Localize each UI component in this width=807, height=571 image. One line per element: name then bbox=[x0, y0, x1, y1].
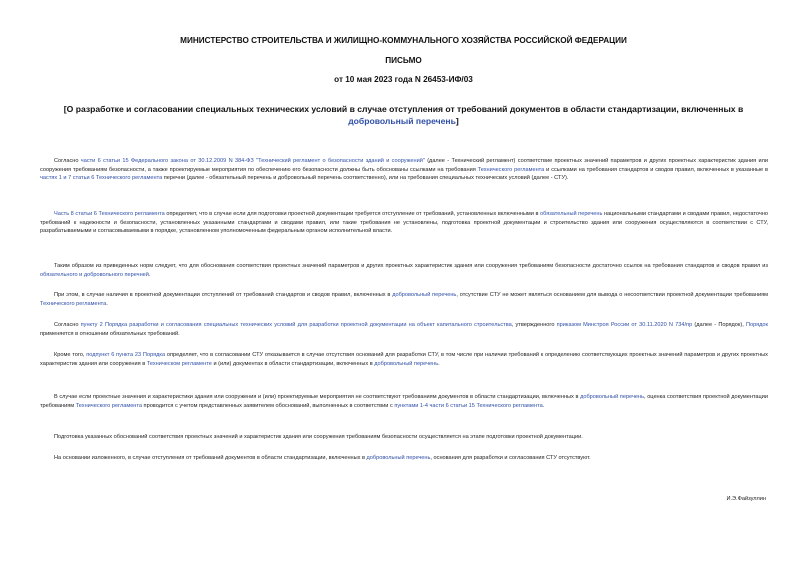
signature: И.Э.Файзуллин bbox=[726, 496, 766, 502]
subject-link-voluntary-list[interactable]: добровольный перечень bbox=[348, 116, 456, 126]
text: , утвержденного bbox=[511, 322, 557, 328]
link-part-8-art-6[interactable]: Часть 8 статьи 6 Технического регламента bbox=[54, 211, 165, 217]
text: определяет, что в согласовании СТУ отказывается в случае отсутствия оснований для разработки СТУ, в том числе при наличии требований к определению соответствующих проектных значений параметров и других проектных характеристик здания или сооружения в bbox=[40, 352, 768, 367]
text: . bbox=[438, 360, 440, 367]
text: Согласно bbox=[54, 322, 81, 328]
text: Таким образом из приведенных норм следует, что для обоснования соответствия проектных значений параметров и других проектных характеристик здания или сооружения требованиям безопасности достаточно ссылок на требования стандартов и сводов правил из bbox=[54, 263, 768, 269]
text: . bbox=[148, 271, 151, 278]
link-voluntary-list[interactable]: добровольный перечень bbox=[392, 292, 457, 298]
text: В случае если проектные значения и характеристики здания или сооружения и (или) проектируемые мероприятия не соответствуют требованиям документов в области стандартизации, включенных в bbox=[54, 394, 581, 400]
paragraph-3 bbox=[40, 262, 768, 279]
link-voluntary-list[interactable]: добровольный перечень bbox=[580, 394, 645, 400]
text: , отсутствие СТУ не может являться основанием для вывода о несоответствии проектной документации требованиям bbox=[456, 292, 768, 298]
paragraph-2 bbox=[40, 210, 768, 236]
link-mandatory-list[interactable]: обязательный перечень bbox=[540, 211, 603, 217]
subject-close: ] bbox=[455, 116, 459, 126]
text: , основания для разработки и согласования СТУ отсутствуют. bbox=[430, 455, 591, 461]
link-voluntary-list[interactable]: добровольный перечень bbox=[374, 360, 439, 367]
link-subpoint-6-point-23[interactable]: подпункт 6 пункта 23 Порядка bbox=[86, 352, 166, 358]
text: , оценка соответствия проектной документации требованиям bbox=[40, 394, 769, 409]
paragraph-7 bbox=[40, 393, 768, 410]
text: Подготовка указанных обоснований соответствия проектных значений и характеристик здания или сооружения требованиям безопасности осуществляется на этапе подготовки проектной документации. bbox=[54, 434, 583, 440]
link-tech-reglament[interactable]: Технического регламента bbox=[477, 166, 545, 173]
text: национальными стандартами и сводами правил, недостаточно требований к надежности и безопасности, установленных указанными стандартами и сводами правил, или такие требования не установлены, подготовка проектной документации и строительство здания или сооружения осуществляются в соответствии с СТУ, разрабатываемыми и согласовываемыми в порядке, установленном уполномоченным федеральным органом исполнительной власти. bbox=[40, 211, 768, 235]
link-order-734pr[interactable]: приказом Минстроя России от 30.11.2020 N 734/пр bbox=[556, 322, 693, 328]
paragraph-5 bbox=[40, 321, 768, 338]
link-law-384fz[interactable]: части 6 статьи 15 Федерального закона от 30.12.2009 N 384-ФЗ "Технический регламент о безопасности зданий и сооружений" bbox=[80, 158, 425, 164]
document-number-date: от 10 мая 2023 года N 26453-ИФ/03 bbox=[334, 75, 473, 84]
link-voluntary-list[interactable]: добровольный перечень bbox=[366, 455, 431, 461]
subject-text: [О разработке и согласовании специальных технических условий в случае отступления от требований документов в области стандартизации, включенных в bbox=[63, 104, 744, 114]
text: проводится с учетом представленных заявителем обоснований, выполненных в соответствии с bbox=[142, 402, 395, 409]
paragraph-9 bbox=[40, 454, 768, 463]
paragraph-6 bbox=[40, 351, 768, 368]
text: Согласно bbox=[54, 158, 81, 164]
link-parts-1-7-art-6[interactable]: частях 1 и 7 статьи 6 Технического регламента bbox=[40, 175, 163, 182]
text: применяется в отношении обязательных требований. bbox=[40, 330, 180, 337]
text: (далее - Порядок), bbox=[692, 322, 746, 328]
text: (далее - Технический регламент) соответствие проектных значений параметров и других проектных характеристик здания или сооружения требованиям безопасности, а также проектируемые мероприятия по обеспечению его безопасности должны быть обоснованы ссылками на требования bbox=[40, 158, 768, 173]
text: Кроме того, bbox=[54, 352, 87, 358]
link-poryadok[interactable]: Порядок bbox=[745, 322, 768, 328]
text: определяет, что в случае если для подготовки проектной документации требуется отступление от требований, установленных включенными в bbox=[164, 211, 540, 217]
paragraph-4 bbox=[40, 291, 768, 308]
link-points-1-4-part-6-art-15[interactable]: пунктами 1-4 части 6 статьи 15 Технического регламента bbox=[394, 402, 543, 409]
link-tech-reglament[interactable]: Техническом регламенте bbox=[146, 360, 212, 367]
paragraph-8 bbox=[40, 433, 768, 442]
ministry-heading: МИНИСТЕРСТВО СТРОИТЕЛЬСТВА И ЖИЛИЩНО-КОММУНАЛЬНОГО ХОЗЯЙСТВА РОССИЙСКОЙ ФЕДЕРАЦИИ bbox=[180, 36, 627, 45]
text: и (или) документах в области стандартизации, включенных в bbox=[211, 360, 375, 367]
document-subject bbox=[40, 103, 767, 127]
text: На основании изложенного, в случае отступления от требований документов в области стандартизации, включенных в bbox=[54, 455, 367, 461]
link-mandatory-voluntary-lists[interactable]: обязательного и добровольного перечней bbox=[40, 271, 149, 278]
link-tech-reglament[interactable]: Технического регламента bbox=[40, 300, 107, 307]
paragraph-1 bbox=[40, 157, 768, 183]
text: . bbox=[106, 300, 108, 307]
document-type: ПИСЬМО bbox=[385, 56, 422, 65]
text: При этом, в случае наличия в проектной документации отступлений от требований стандартов и сводов правил, включенных в bbox=[54, 292, 393, 298]
link-tech-reglament[interactable]: Технического регламента bbox=[75, 402, 142, 409]
link-poryadok-point-2[interactable]: пункту 2 Порядка разработки и согласования специальных технических условий для разработки проектной документации на объект капитального строительства bbox=[80, 322, 512, 328]
text: и ссылками на требования стандартов и сводов правил, включенных в указанные в bbox=[544, 166, 769, 173]
text: . bbox=[542, 402, 545, 409]
text: перечни (далее - обязательный перечень и добровольный перечень соответственно), или на требования специальных технических условий (далее - СТУ). bbox=[162, 175, 569, 182]
